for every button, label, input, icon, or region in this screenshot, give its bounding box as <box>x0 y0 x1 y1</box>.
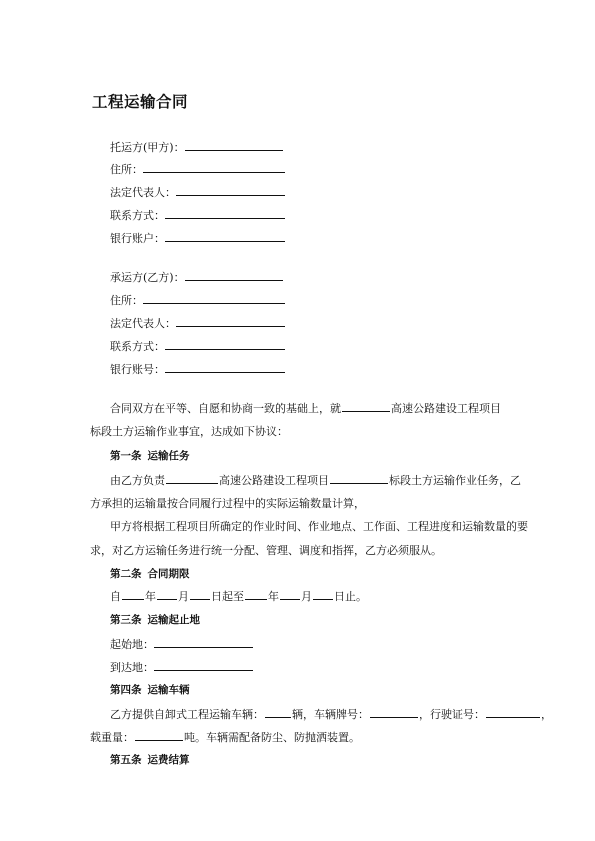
plate-number-blank <box>370 706 418 718</box>
load-capacity-label: 载重量： <box>90 731 134 744</box>
end-day-blank <box>313 588 333 600</box>
license-number-label: ，行驶证号： <box>419 708 485 721</box>
article-3-title: 运输起止地 <box>147 614 200 626</box>
start-month-blank <box>157 588 177 600</box>
project-name-blank <box>342 400 390 412</box>
carrier-label: 承运方(乙方)： <box>110 271 185 284</box>
start-location-label: 起始地： <box>110 638 154 651</box>
end-day-text: 日止。 <box>334 590 367 603</box>
address-a-label: 住所： <box>110 163 143 176</box>
article-1-text-b: 高速公路建设工程项目 <box>219 474 329 487</box>
rep-b-field <box>110 314 285 330</box>
rep-a-field <box>110 183 285 199</box>
client-blank <box>185 138 283 151</box>
carrier-blank <box>185 268 283 281</box>
article-1-heading <box>110 449 190 463</box>
contact-b-field <box>110 337 285 353</box>
intro-text-b: 高速公路建设工程项目 <box>391 402 501 415</box>
article-2-title: 合同期限 <box>147 568 190 580</box>
article-3-number: 第三条 <box>110 614 142 626</box>
article-1-line-4: 求，对乙方运输任务进行统一分配、管理、调度和指挥，乙方必须服从。 <box>90 544 442 557</box>
vehicle-count-label: 乙方提供自卸式工程运输车辆： <box>110 708 264 721</box>
plate-number-label: 辆，车辆牌号： <box>292 708 369 721</box>
start-location-field <box>110 635 253 651</box>
client-field <box>110 138 283 154</box>
bank-b-label: 银行账号： <box>110 363 165 376</box>
intro-line-2: 标段土方运输作业事宜，达成如下协议： <box>90 425 288 438</box>
article-3-heading <box>110 613 200 627</box>
article-1-section-blank <box>330 472 388 484</box>
article-4-number: 第四条 <box>110 684 142 696</box>
article-5-heading <box>110 753 190 767</box>
start-year-blank <box>122 588 144 600</box>
start-day-text: 日起至 <box>211 590 244 603</box>
end-year-text: 年 <box>268 590 279 603</box>
end-year-blank <box>245 588 267 600</box>
article-1-line-3: 甲方将根据工程项目所确定的作业时间、作业地点、工作面、工程进度和运输数量的要 <box>110 520 528 533</box>
line-end-comma: ， <box>541 708 552 721</box>
article-1-line-2: 方承担的运输量按合同履行过程中的实际运输数量计算， <box>90 497 365 510</box>
article-4-heading <box>110 683 190 697</box>
article-1-text-c: 标段土方运输作业任务，乙 <box>389 474 521 487</box>
start-day-blank <box>190 588 210 600</box>
address-b-blank <box>143 291 285 304</box>
rep-a-label: 法定代表人： <box>110 186 176 199</box>
rep-b-label: 法定代表人： <box>110 317 176 330</box>
carrier-field <box>110 268 283 284</box>
client-label: 托运方(甲方)： <box>110 141 185 154</box>
article-1-line-1 <box>90 472 528 489</box>
address-a-blank <box>143 160 285 173</box>
intro-text-a: 合同双方在平等、自愿和协商一致的基础上，就 <box>110 402 341 415</box>
load-capacity-blank <box>135 729 183 741</box>
intro-line-1 <box>90 400 528 417</box>
contract-period-line <box>110 588 367 604</box>
article-5-title: 运费结算 <box>147 754 190 766</box>
contact-a-blank <box>165 206 285 219</box>
end-location-label: 到达地： <box>110 661 154 674</box>
article-4-line-1 <box>90 706 552 723</box>
contact-b-blank <box>165 337 285 350</box>
bank-a-label: 银行账户： <box>110 232 165 245</box>
address-a-field <box>110 160 285 176</box>
document-title: 工程运输合同 <box>92 93 189 111</box>
load-capacity-text: 吨。车辆需配备防尘、防抛洒装置。 <box>184 731 360 744</box>
bank-b-blank <box>165 360 285 373</box>
article-5-number: 第五条 <box>110 754 142 766</box>
bank-b-field <box>110 360 285 376</box>
article-1-title: 运输任务 <box>147 450 190 462</box>
start-year-text: 年 <box>145 590 156 603</box>
address-b-field <box>110 291 285 307</box>
bank-a-field <box>110 229 285 245</box>
article-1-project-blank <box>166 472 218 484</box>
start-location-blank <box>154 635 253 648</box>
address-b-label: 住所： <box>110 294 143 307</box>
bank-a-blank <box>165 229 285 242</box>
rep-a-blank <box>176 183 285 196</box>
end-location-blank <box>154 658 253 671</box>
article-4-line-2 <box>90 729 508 746</box>
license-number-blank <box>486 706 540 718</box>
end-month-blank <box>280 588 300 600</box>
rep-b-blank <box>176 314 285 327</box>
vehicle-count-blank <box>265 706 291 718</box>
article-2-heading <box>110 567 190 581</box>
end-location-field <box>110 658 253 674</box>
contact-a-field <box>110 206 285 222</box>
article-1-number: 第一条 <box>110 450 142 462</box>
period-from-text: 自 <box>110 590 121 603</box>
article-4-title: 运输车辆 <box>147 684 190 696</box>
start-month-text: 月 <box>178 590 189 603</box>
article-2-number: 第二条 <box>110 568 142 580</box>
article-1-text-a: 由乙方负责 <box>110 474 165 487</box>
end-month-text: 月 <box>301 590 312 603</box>
contact-b-label: 联系方式： <box>110 340 165 353</box>
contact-a-label: 联系方式： <box>110 209 165 222</box>
